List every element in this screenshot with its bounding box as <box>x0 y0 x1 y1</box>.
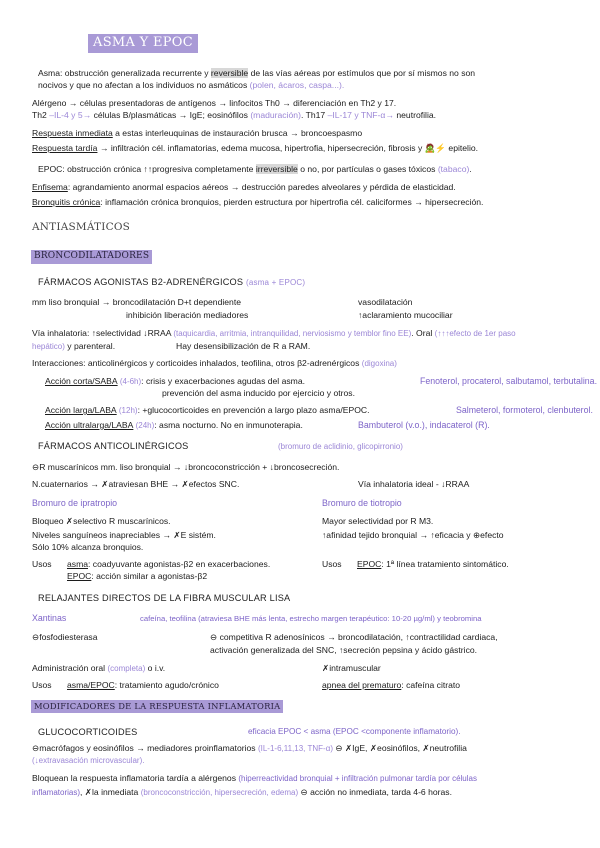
th2-th17-line: Th2 –IL-4 y 5→ células B/plasmáticas → IgE; eosinófilos (maduración). Th17 –IL-17 y TNF-α→ neutrofilia. <box>32 110 437 120</box>
tiotropio-title: Bromuro de tiotropio <box>322 498 402 508</box>
enfisema-line: Enfisema: agrandamiento anormal espacios aéreos → destrucción paredes alveolares y pérdida de elasticidad. <box>32 182 456 192</box>
asma-definition: Asma: obstrucción generalizada recurrente y reversible de las vías aéreas por estímulos que por sí mismos no son <box>38 68 476 78</box>
gluco-line2: Bloquean la respuesta inflamatoria tardía a alérgenos (hiperreactividad bronquial + infiltración pulmonar tardía por células <box>32 773 477 783</box>
xantinas-pde: ⊖fosfodiesterasa <box>32 632 98 642</box>
broncodilatadores-heading: BRONCODILATADORES <box>31 250 152 264</box>
respuesta-tardia: Respuesta tardía → infiltración cél. inflamatorias, edema mucosa, hipertrofia, hipersecreción, fibrosis y 🧟⚡ epitelio. <box>32 143 479 153</box>
xantinas-note: cafeína, teofilina (atraviesa BHE más lenta, estrecho margen terapéutico: 10-20 µg/ml) y teobromina <box>140 614 482 623</box>
glucocorticoides-note: eficacia EPOC < asma (EPOC <componente inflamatorio). <box>248 727 461 736</box>
asma-definition-line2: nocivos y que no afectan a los individuos no asmáticos (polen, ácaros, caspa...). <box>38 80 345 90</box>
tiotropio-line1: Mayor selectividad por R M3. <box>322 516 434 526</box>
reversible-highlight: reversible <box>210 68 249 78</box>
anticol-line2: N.cuaternarios → ✗atraviesan BHE → ✗efectos SNC. <box>32 479 240 489</box>
alergeno-line: Alérgeno → células presentadoras de antígenos → linfocitos Th0 → diferenciación en Th2 y 17. <box>32 98 397 108</box>
ultra-laba-drugs: Bambuterol (v.o.), indacaterol (R). <box>358 420 490 430</box>
b2-inhib-line: inhibición liberación mediadores <box>126 310 249 320</box>
gluco-line3: inflamatorias), ✗la inmediata (broncoconstricción, hipersecreción, edema) ⊖ acción no inmediata, tarda 4-6 horas. <box>32 787 452 797</box>
xantinas-admin: Administración oral (completa) o i.v. <box>32 663 166 673</box>
ipratropio-line2: Niveles sanguíneos inapreciables → ✗E sistém. <box>32 530 216 540</box>
asma-label: Asma <box>38 68 60 78</box>
ipratropio-uso-asma: asma: coadyuvante agonistas-β2 en exacerbaciones. <box>67 559 271 569</box>
b2-desens-line: Hay desensibilización de R a RAM. <box>176 341 311 351</box>
saba-line2: prevención del asma inducido por ejercicio y otros. <box>162 388 355 398</box>
b2-inhalatoria-line: Vía inhalatoria: ↑selectividad ↓RRAA (taquicardia, arritmia, intranquilidad, nerviosismo y temblor fino EE). Oral (↑↑↑efecto de 1er paso <box>32 328 516 338</box>
ultra-laba-line: Acción ultralarga/LABA (24h): asma nocturno. No en inmunoterapia. <box>45 420 303 430</box>
irreversible-highlight: irreversible <box>255 164 298 174</box>
glucocorticoides-title: GLUCOCORTICOIDES <box>38 727 138 737</box>
xantinas-im: ✗intramuscular <box>322 663 381 673</box>
b2-mm-line: mm liso bronquial → broncodilatación D+t dependiente <box>32 297 241 307</box>
b2-agonistas-title: FÁRMACOS AGONISTAS B2-ADRENÉRGICOS (asma + EPOC) <box>38 277 306 287</box>
tiotropio-line2: ↑afinidad tejido bronquial → ↑eficacia y ⊕efecto <box>322 530 504 540</box>
respuesta-inmediata: Respuesta inmediata a estas interleuquinas de instauración brusca → broncoespasmo <box>32 128 363 138</box>
tiotropio-usos-label: Usos <box>322 559 342 569</box>
saba-line: Acción corta/SABA (4-6h): crisis y exacerbaciones agudas del asma. <box>45 376 306 386</box>
saba-drugs: Fenoterol, procaterol, salbutamol, terbutalina. <box>420 376 598 386</box>
xantinas-title: Xantinas <box>32 613 67 623</box>
b2-parenteral-line: hepático) y parenteral. <box>32 341 116 351</box>
bronquitis-line: Bronquitis crónica: inflamación crónica bronquios, pierden estructura por hipertrofia cél. caliciformes → hipersecreción. <box>32 197 484 207</box>
anticolinergicos-title: FÁRMACOS ANTICOLINÉRGICOS <box>38 441 189 451</box>
tiotropio-uso-epoc: EPOC: 1ª línea tratamiento sintomático. <box>357 559 509 569</box>
ipratropio-line1: Bloqueo ✗selectivo R muscarínicos. <box>32 516 171 526</box>
antiasmaticos-heading: ANTIASMÁTICOS <box>32 221 131 233</box>
laba-drugs: Salmeterol, formoterol, clenbuterol. <box>456 405 593 415</box>
xantinas-uso2: apnea del prematuro: cafeína citrato <box>322 680 461 690</box>
page-title: ASMA Y EPOC <box>88 34 198 53</box>
gluco-line1: ⊖macrófagos y eosinófilos → mediadores proinflamatorios (IL-1-6,11,13, TNF-α) ⊖ ✗IgE, ✗eosinófilos, ✗neutrofilia <box>32 743 467 753</box>
laba-line: Acción larga/LABA (12h): +glucocorticoides en prevención a largo plazo asma/EPOC. <box>45 405 370 415</box>
ipratropio-line3: Sólo 10% alcanza bronquios. <box>32 542 144 552</box>
xantinas-comp2: activación generalizada del SNC, ↑secreción pepsina y ácido gástrico. <box>210 645 478 655</box>
xantinas-usos-label: Usos <box>32 680 52 690</box>
ipratropio-uso-epoc: EPOC: acción similar a agonistas-β2 <box>67 571 208 581</box>
xantinas-uso1: asma/EPOC: tratamiento agudo/crónico <box>67 680 219 690</box>
epoc-definition: EPOC: obstrucción crónica ↑↑progresiva completamente irreversible o no, por partículas o gases tóxicos (tabaco). <box>38 164 472 174</box>
anticol-line2-right: Vía inhalatoria ideal - ↓RRAA <box>358 479 470 489</box>
b2-interacciones-line: Interacciones: anticolinérgicos y corticoides inhalados, teofilina, otros β2-adrenérgicos (digoxina) <box>32 358 397 368</box>
b2-vaso-line: vasodilatación <box>358 297 413 307</box>
b2-aclar-line: ↑aclaramiento mucociliar <box>358 310 453 320</box>
anticolinergicos-note: (bromuro de aclidinio, glicopirronio) <box>278 442 403 451</box>
gluco-line1-note: (↓extravasación microvascular). <box>32 756 145 765</box>
modificadores-heading: MODIFICADORES DE LA RESPUESTA INFLAMATORIA <box>31 700 283 713</box>
ipratropio-title: Bromuro de ipratropio <box>32 498 118 508</box>
relajantes-title: RELAJANTES DIRECTOS DE LA FIBRA MUSCULAR LISA <box>38 593 291 603</box>
anticol-line1: ⊖R muscarínicos mm. liso bronquial → ↓broncoconstricción + ↓broncosecreción. <box>32 462 340 472</box>
xantinas-comp1: ⊖ competitiva R adenosínicos → broncodilatación, ↑contractilidad cardiaca, <box>210 632 498 642</box>
ipratropio-usos-label: Usos <box>32 559 52 569</box>
